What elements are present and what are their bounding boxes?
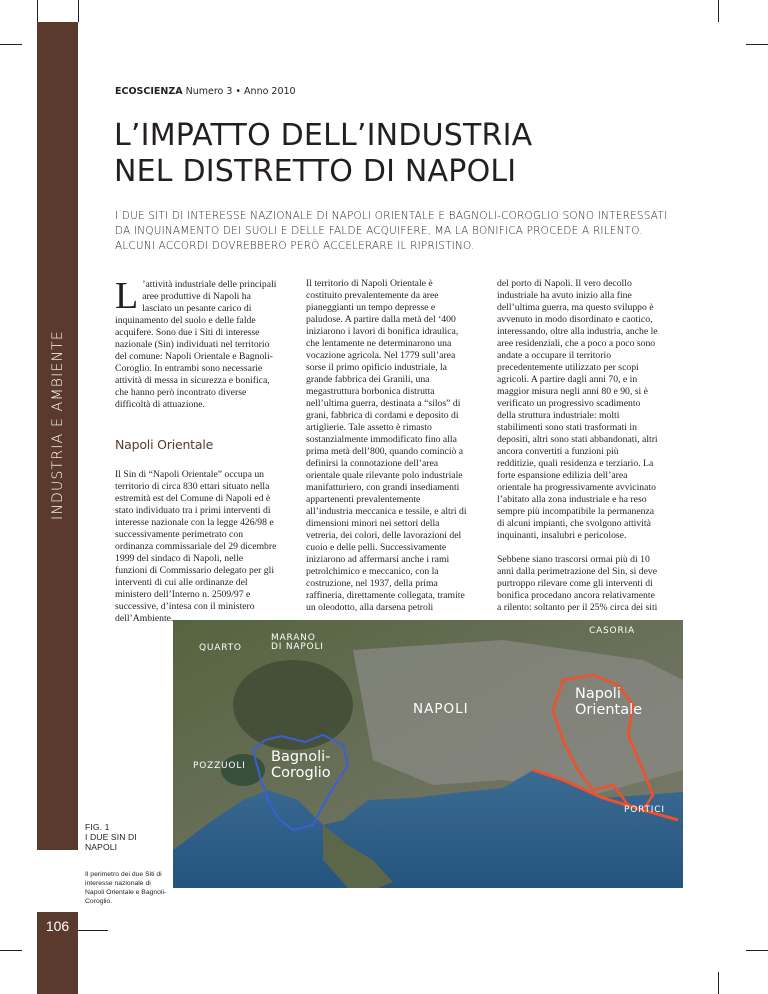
body-paragraph: Il Sin di “Napoli Orientale” occupa un territorio di circa 830 ettari situato nella estremità est del Comune di Napoli ed è stato individuato tra i primi interventi di interesse nazionale con la legge 426/98 e successivamente perimetrato con ordinanza commissariale del 29 dicembre 1999 del sindaco di Napoli, nelle funzioni di Commissario delegato per gli interventi di cui alle ordinanze del ministero dell’Interno n. 2509/97 e successive, d’intesa con il ministero dell’Ambiente.: [115, 469, 277, 624]
crop-mark: [746, 44, 768, 45]
intro-paragraph: L ’attività industriale delle principali aree produttive di Napoli ha lasciato un pesante carico di inquinamento del suolo e delle falde acquifere. Sono due i Siti di interesse nazionale (Sin) individuati nel territorio del comune: Napoli Orientale e Bagnoli-Coroglio. In entrambi sono necessarie attività di messa in sicurezza e bonifica, che hanno però incontrato diverse difficoltà di attuazione.: [115, 275, 277, 410]
page-number: 106: [45, 918, 70, 934]
crop-mark: [0, 44, 22, 45]
section-label: INDUSTRIA E AMBIENTE: [50, 330, 67, 520]
map-graphic: [173, 620, 683, 888]
journal-name: ECOSCIENZA: [115, 86, 183, 97]
issue-info: Numero 3 • Anno 2010: [185, 86, 296, 97]
crop-mark: [0, 950, 22, 951]
crop-mark: [37, 0, 38, 22]
map-label-bagnoli-coroglio: Bagnoli- Coroglio: [271, 749, 331, 781]
map-label-marano: MARANO DI NAPOLI: [271, 633, 324, 653]
drop-cap: L: [115, 275, 139, 317]
crater-area: [233, 660, 353, 750]
text-column-1: [115, 275, 277, 637]
map-label-napoli: NAPOLI: [413, 701, 469, 717]
text-column-3: [497, 278, 659, 626]
title-line: L’IMPATTO DELL’INDUSTRIA: [114, 118, 533, 153]
page-number-rule: [78, 930, 108, 931]
figure-title: I DUE SIN DI NAPOLI: [85, 832, 137, 852]
body-paragraph: Sebbene siano trascorsi ormai più di 10 anni dalla perimetrazione del Sin, si deve purtroppo rilevare come gli interventi di bonifica procedano ancora relativamente a rilento: soltanto per il 25% circa dei siti: [497, 554, 658, 613]
crop-mark: [718, 0, 719, 22]
crop-mark: [746, 950, 768, 951]
article-subtitle: I DUE SITI DI INTERESSE NAZIONALE DI NAPOLI ORIENTALE E BAGNOLI-COROGLIO SONO INTERESSATI DA INQUINAMENTO DEI SUOLI E DELLE FALDE ACQUIFERE, MA LA BONIFICA PROCEDE A RILENTO. ALCUNI ACCORDI DOVREBBERO PERÒ ACCELERARE IL RIPRISTINO.: [115, 210, 668, 252]
figure-caption: [85, 822, 167, 906]
figure-description: Il perimetro dei due Siti di interesse nazionale di Napoli Orientale e Bagnoli-Coroglio.: [85, 871, 167, 905]
crop-mark: [78, 0, 79, 22]
crop-mark: [718, 972, 719, 994]
text-column-2: [306, 278, 468, 626]
map-label-portici: PORTICI: [624, 805, 665, 815]
map-label-casoria: CASORIA: [589, 626, 635, 636]
map-label-quarto: QUARTO: [199, 643, 242, 653]
body-paragraph: Il territorio di Napoli Orientale è costituito prevalentemente da aree pianeggianti un tempo depresse e paludose. A partire dalla metà del ‘400 iniziarono i lavori di bonifica idraulica, che lentamente ne determinarono una vocazione agricola. Nel 1779 sull’area sorse il primo opificio industriale, la grande fabbrica dei Granili, una megastruttura borbonica distrutta nell’ultima guerra, destinata a “silos” di grani, fabbrica di cordami e deposito di artiglierie. Tale assetto è rimasto sostanzialmente immodificato fino alla prima metà dell’800, quando cominciò a definirsi la connotazione dell’area orientale quale rilevante polo industriale manifatturiero, con grandi insediamenti appartenenti prevalentemente all’industria meccanica e tessile, e altri di dimensioni minori nei settori della vetreria, dei colori, delle lavorazioni del cuoio e delle pelli. Successivamente iniziarono ad affermarsi anche i rami petrolchimico e meccanico, con la costruzione, nel 1937, della prima raffineria, direttamente collegata, tramite un oleodotto, alla darsena petroli: [306, 278, 467, 613]
figure-number: FIG. 1: [85, 822, 110, 832]
running-head: [115, 86, 296, 97]
title-line: NEL DISTRETTO DI NAPOLI: [114, 154, 517, 189]
map-label-pozzuoli: POZZUOLI: [193, 761, 246, 771]
satellite-map: [173, 620, 683, 888]
section-heading: Napoli Orientale: [115, 437, 214, 452]
body-paragraph: del porto di Napoli. Il vero decollo industriale ha avuto inizio alla fine dell’ultima guerra, ma questo sviluppo è avvenuto in modo disordinato e caotico, interessando, oltre alla industria, anche le aree residenziali, che a poco a poco sono andate a occupare il territorio precedentemente utilizzato per scopi agricoli. A partire dagli anni 70, e in maggior misura negli anni 80 e 90, si è verificato un progressivo scadimento della struttura industriale: molti stabilimenti sono stati trasformati in depositi, altri sono stati abbandonati, altri ancora convertiti a funzioni più redditizie, quali residenza e terziario. La forte espansione edilizia dell’area orientale ha progressivamente avvicinato l’abitato alla zona industriale e ha reso sempre più incompatibile la permanenza di alcuni impianti, che svolgono attività inquinanti, insalubri e pericolose.: [497, 278, 658, 541]
page-title: [114, 118, 674, 190]
map-label-napoli-orientale: Napoli Orientale: [575, 686, 643, 718]
